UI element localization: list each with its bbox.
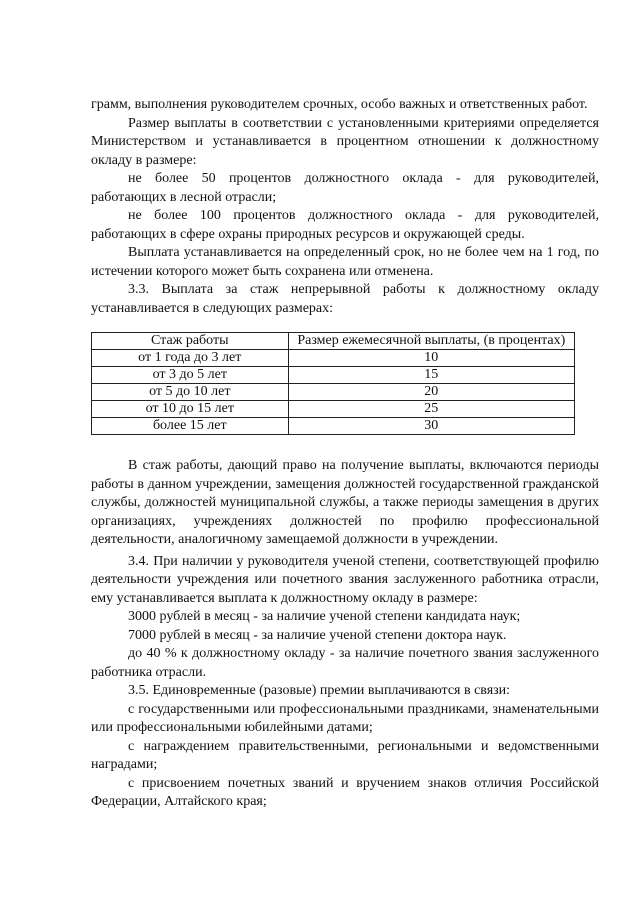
paragraph: не более 100 процентов должностного оклада - для руководителей, работающих в сфере охраны природных ресурсов и окружающей среды. <box>91 208 599 242</box>
paragraph: 3.4. При наличии у руководителя ученой степени, соответствующей профилю деятельности учреждения или почетного звания заслуженного работника отрасли, ему устанавливается выплата к должностному окладу в размере: <box>91 553 599 606</box>
table-cell: 30 <box>288 418 574 435</box>
paragraph: с присвоением почетных званий и вручением знаков отличия Российской Федерации, Алтайского края; <box>91 775 599 809</box>
table-header-cell: Стаж работы <box>92 333 289 350</box>
paragraph: с государственными или профессиональными праздниками, знаменательными или профессиональными юбилейными датами; <box>91 701 599 735</box>
table-cell: 25 <box>288 401 574 418</box>
table-row <box>92 418 575 435</box>
paragraph: Выплата устанавливается на определенный срок, но не более чем на 1 год, по истечении которого может быть сохранена или отменена. <box>91 245 599 279</box>
paragraph: 3.3. Выплата за стаж непрерывной работы к должностному окладу устанавливается в следующих размерах: <box>91 282 599 316</box>
table-header-cell: Размер ежемесячной выплаты, (в процентах) <box>288 333 574 350</box>
table-row <box>92 350 575 367</box>
table-cell: 15 <box>288 367 574 384</box>
paragraph: 3000 рублей в месяц - за наличие ученой степени кандидата наук; <box>128 609 521 624</box>
table-cell: более 15 лет <box>92 418 289 435</box>
paragraph: с награждением правительственными, региональными и ведомственными наградами; <box>91 738 599 772</box>
paragraph: В стаж работы, дающий право на получение выплаты, включаются периоды работы в данном учреждении, замещения должностей государственной гражданской службы, должностей муниципальной службы, а также периоды замещения в других организациях, учреждениях должностей по профилю профессиональной деятельности, аналогичному замещаемой должности в учреждении. <box>91 458 599 547</box>
table-cell: от 3 до 5 лет <box>92 367 289 384</box>
table-cell: 20 <box>288 384 574 401</box>
table-row <box>92 367 575 384</box>
paragraph: Размер выплаты в соответствии с установленными критериями определяется Министерством и устанавливается в процентном отношении к должностному окладу в размере: <box>91 115 599 168</box>
table-cell: от 10 до 15 лет <box>92 401 289 418</box>
paragraph: 7000 рублей в месяц - за наличие ученой степени доктора наук. <box>128 627 507 643</box>
table-cell: от 1 года до 3 лет <box>92 350 289 367</box>
table-cell: от 5 до 10 лет <box>92 384 289 401</box>
table-row <box>92 384 575 401</box>
paragraph: до 40 % к должностному окладу - за наличие почетного звания заслуженного работника отрасли. <box>91 646 599 680</box>
paragraph: грамм, выполнения руководителем срочных, особо важных и ответственных работ. <box>91 97 588 112</box>
paragraph: не более 50 процентов должностного оклада - для руководителей, работающих в лесной отрасли; <box>91 171 599 205</box>
table-wrapper <box>91 332 599 435</box>
table-row <box>92 401 575 418</box>
top-section <box>91 96 599 318</box>
bottom-section <box>91 457 599 812</box>
paragraph: 3.5. Единовременные (разовые) премии выплачиваются в связи: <box>128 683 511 698</box>
seniority-table <box>91 332 575 435</box>
table-header-row <box>92 333 575 350</box>
table-cell: 10 <box>288 350 574 367</box>
document-body <box>91 96 599 812</box>
